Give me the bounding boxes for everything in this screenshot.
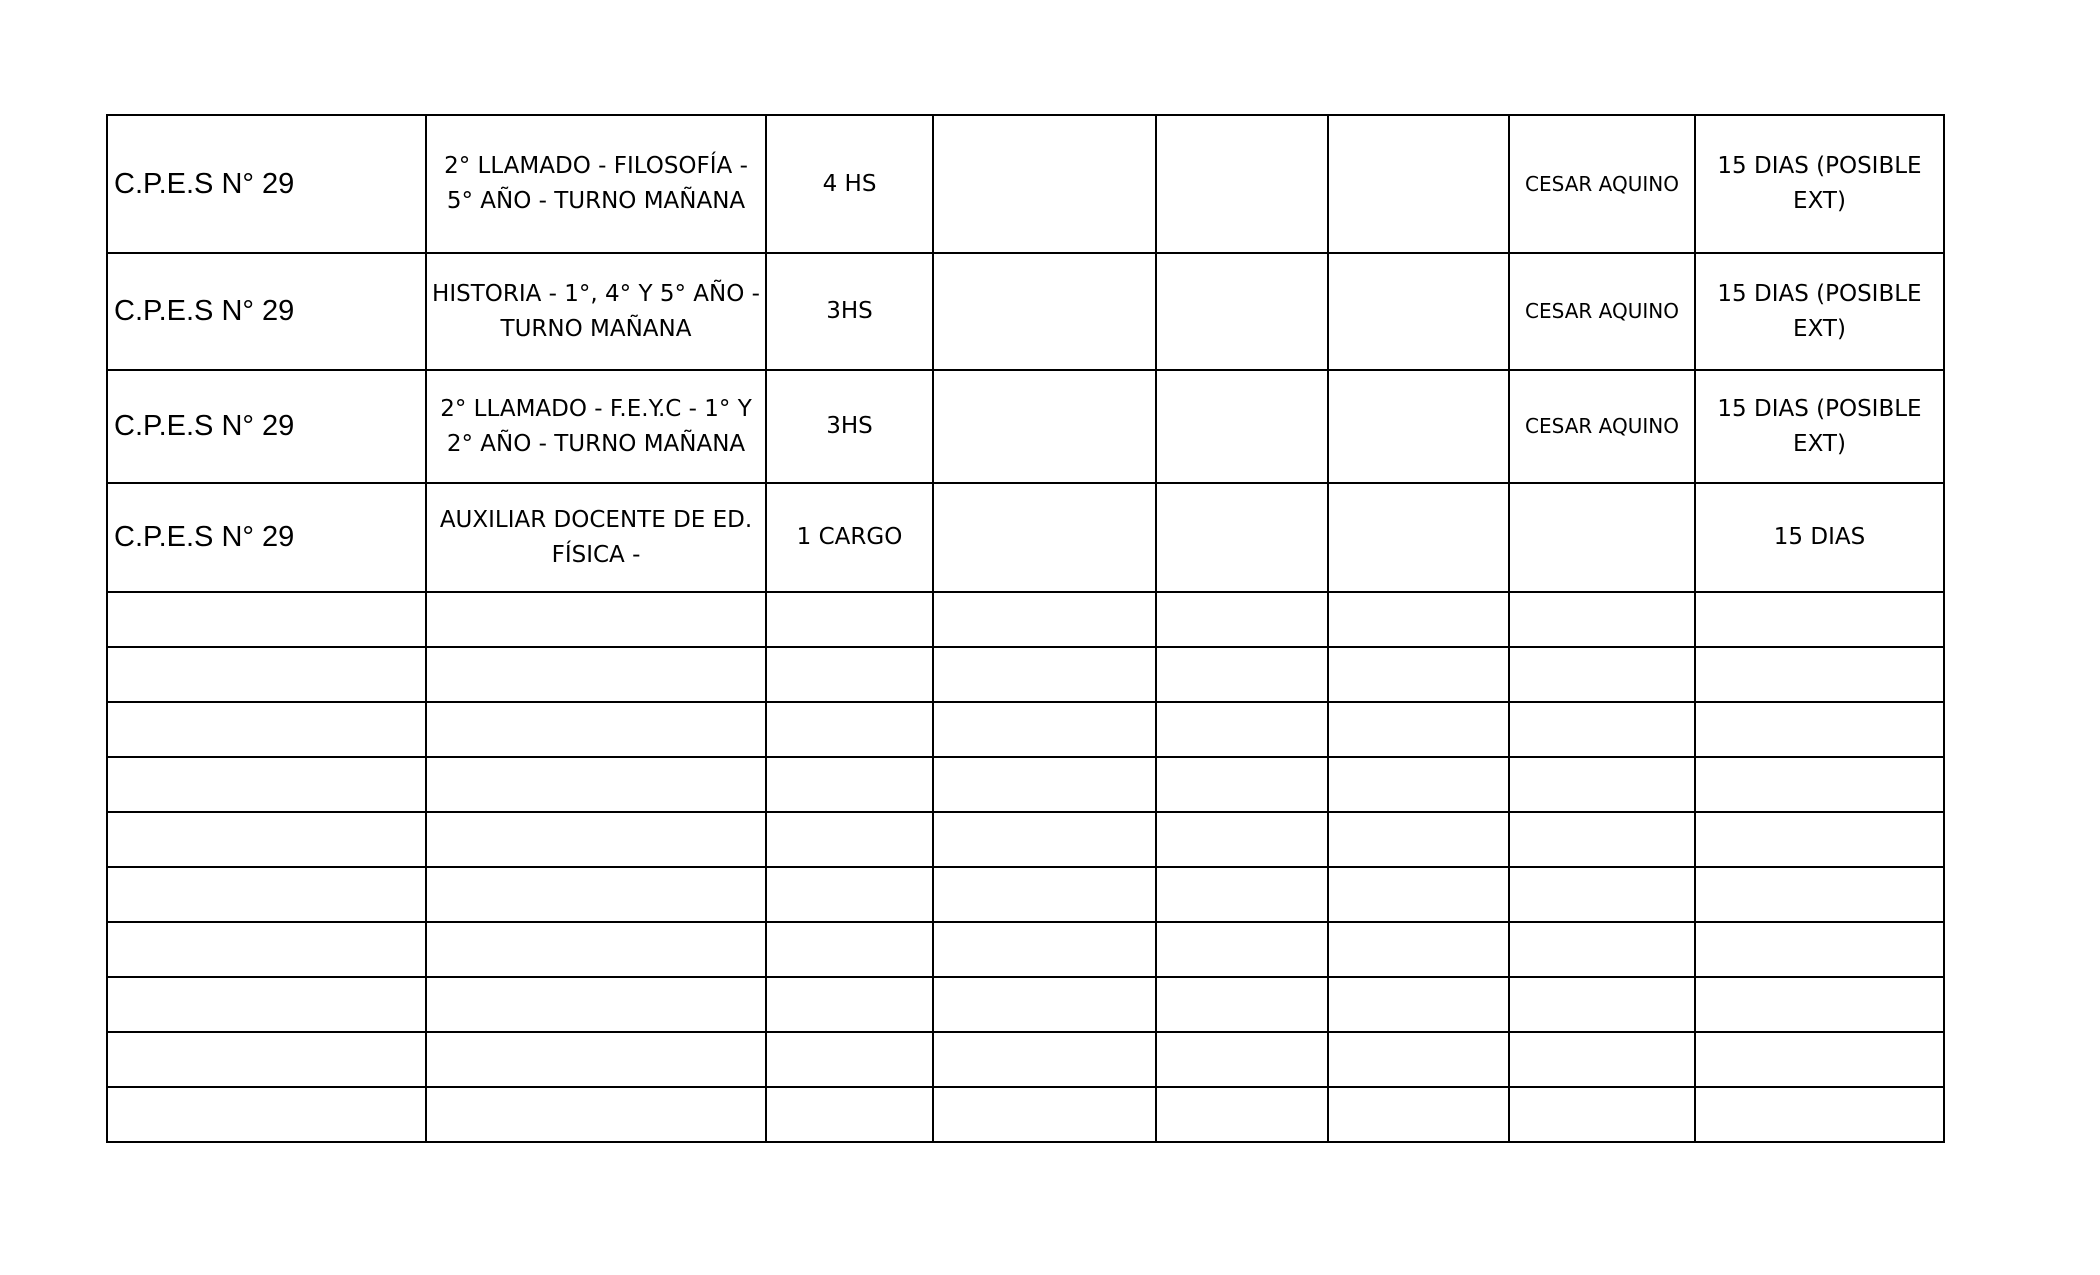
person-cell [1509, 922, 1695, 977]
blank-cell [1156, 1087, 1328, 1142]
blank-cell [1156, 647, 1328, 702]
table-row [107, 253, 1944, 370]
hours-cell [766, 757, 933, 812]
school-cell [107, 757, 426, 812]
blank-cell [933, 115, 1156, 253]
subject-cell: 2° LLAMADO - FILOSOFÍA - 5° AÑO - TURNO MAÑANA [426, 115, 766, 253]
hours-cell [766, 647, 933, 702]
person-cell [1509, 1032, 1695, 1087]
duration-cell: 15 DIAS (POSIBLE EXT) [1695, 370, 1944, 483]
table-row [107, 922, 1944, 977]
blank-cell [1156, 253, 1328, 370]
hours-cell [766, 592, 933, 647]
duration-cell: 15 DIAS (POSIBLE EXT) [1695, 253, 1944, 370]
blank-cell [1328, 370, 1509, 483]
blank-cell [933, 812, 1156, 867]
duration-cell [1695, 867, 1944, 922]
vacancy-table [106, 114, 1945, 1143]
blank-cell [1328, 483, 1509, 592]
blank-cell [1156, 592, 1328, 647]
table-row [107, 370, 1944, 483]
subject-cell [426, 702, 766, 757]
blank-cell [933, 1087, 1156, 1142]
table-row [107, 757, 1944, 812]
blank-cell [1328, 592, 1509, 647]
blank-cell [1328, 922, 1509, 977]
table-row [107, 592, 1944, 647]
hours-cell [766, 977, 933, 1032]
person-cell [1509, 1087, 1695, 1142]
school-cell [107, 647, 426, 702]
duration-cell [1695, 647, 1944, 702]
blank-cell [1328, 1032, 1509, 1087]
blank-cell [1156, 757, 1328, 812]
school-cell: C.P.E.S N° 29 [107, 253, 426, 370]
blank-cell [1328, 253, 1509, 370]
school-cell [107, 812, 426, 867]
duration-cell [1695, 977, 1944, 1032]
blank-cell [1156, 867, 1328, 922]
blank-cell [1328, 867, 1509, 922]
blank-cell [1156, 1032, 1328, 1087]
school-cell: C.P.E.S N° 29 [107, 370, 426, 483]
subject-cell [426, 1032, 766, 1087]
subject-cell [426, 922, 766, 977]
table-row [107, 867, 1944, 922]
table-row [107, 702, 1944, 757]
subject-cell [426, 867, 766, 922]
duration-cell [1695, 592, 1944, 647]
person-cell: CESAR AQUINO [1509, 253, 1695, 370]
school-cell: C.P.E.S N° 29 [107, 483, 426, 592]
hours-cell [766, 702, 933, 757]
person-cell [1509, 757, 1695, 812]
person-cell [1509, 647, 1695, 702]
subject-cell [426, 757, 766, 812]
table-row [107, 647, 1944, 702]
subject-cell [426, 812, 766, 867]
person-cell [1509, 812, 1695, 867]
hours-cell [766, 1087, 933, 1142]
blank-cell [1156, 702, 1328, 757]
table-row [107, 977, 1944, 1032]
subject-cell: HISTORIA - 1°, 4° Y 5° AÑO - TURNO MAÑANA [426, 253, 766, 370]
school-cell [107, 1087, 426, 1142]
subject-cell [426, 592, 766, 647]
duration-cell [1695, 922, 1944, 977]
school-cell [107, 977, 426, 1032]
table-row [107, 1032, 1944, 1087]
person-cell: CESAR AQUINO [1509, 115, 1695, 253]
blank-cell [933, 592, 1156, 647]
subject-cell [426, 977, 766, 1032]
blank-cell [1328, 977, 1509, 1032]
blank-cell [1328, 812, 1509, 867]
school-cell [107, 592, 426, 647]
duration-cell [1695, 1032, 1944, 1087]
school-cell [107, 1032, 426, 1087]
duration-cell [1695, 812, 1944, 867]
person-cell: CESAR AQUINO [1509, 370, 1695, 483]
duration-cell: 15 DIAS [1695, 483, 1944, 592]
subject-cell: AUXILIAR DOCENTE DE ED. FÍSICA - [426, 483, 766, 592]
person-cell [1509, 867, 1695, 922]
blank-cell [1156, 812, 1328, 867]
person-cell [1509, 483, 1695, 592]
blank-cell [1328, 702, 1509, 757]
blank-cell [933, 867, 1156, 922]
hours-cell: 3HS [766, 253, 933, 370]
blank-cell [1328, 647, 1509, 702]
blank-cell [933, 483, 1156, 592]
duration-cell [1695, 757, 1944, 812]
hours-cell: 3HS [766, 370, 933, 483]
table-row [107, 483, 1944, 592]
blank-cell [1156, 115, 1328, 253]
person-cell [1509, 702, 1695, 757]
table-row [107, 1087, 1944, 1142]
blank-cell [1156, 922, 1328, 977]
person-cell [1509, 592, 1695, 647]
hours-cell [766, 812, 933, 867]
school-cell [107, 867, 426, 922]
blank-cell [933, 1032, 1156, 1087]
subject-cell [426, 1087, 766, 1142]
blank-cell [1156, 977, 1328, 1032]
blank-cell [1328, 1087, 1509, 1142]
blank-cell [1328, 115, 1509, 253]
blank-cell [933, 253, 1156, 370]
blank-cell [933, 922, 1156, 977]
school-cell [107, 702, 426, 757]
hours-cell [766, 1032, 933, 1087]
hours-cell [766, 922, 933, 977]
blank-cell [933, 370, 1156, 483]
school-cell: C.P.E.S N° 29 [107, 115, 426, 253]
blank-cell [933, 977, 1156, 1032]
blank-cell [933, 702, 1156, 757]
table-body [107, 115, 1944, 1142]
hours-cell: 4 HS [766, 115, 933, 253]
hours-cell: 1 CARGO [766, 483, 933, 592]
person-cell [1509, 977, 1695, 1032]
blank-cell [1156, 483, 1328, 592]
duration-cell: 15 DIAS (POSIBLE EXT) [1695, 115, 1944, 253]
hours-cell [766, 867, 933, 922]
blank-cell [1328, 757, 1509, 812]
table-row [107, 115, 1944, 253]
table-row [107, 812, 1944, 867]
subject-cell [426, 647, 766, 702]
subject-cell: 2° LLAMADO - F.E.Y.C - 1° Y 2° AÑO - TURNO MAÑANA [426, 370, 766, 483]
school-cell [107, 922, 426, 977]
blank-cell [933, 647, 1156, 702]
blank-cell [933, 757, 1156, 812]
blank-cell [1156, 370, 1328, 483]
duration-cell [1695, 1087, 1944, 1142]
duration-cell [1695, 702, 1944, 757]
